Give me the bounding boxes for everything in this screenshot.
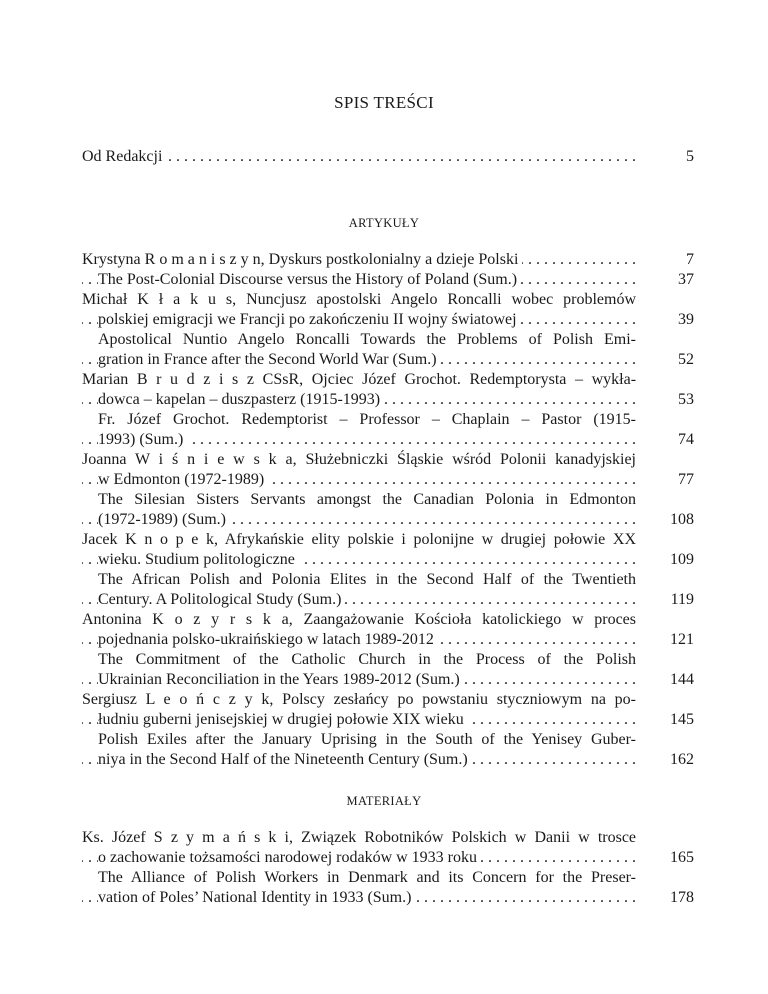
article-title: Polscy zesłańcy po powstaniu styczniowym na po-: [282, 691, 637, 708]
toc-entry-romaniszyn: [82, 250, 694, 290]
author-first: Antonina: [82, 611, 142, 628]
page-number: 109: [670, 551, 694, 568]
author-first: Marian: [82, 371, 129, 388]
summary-title-cont: (1972-1989) (Sum.): [98, 511, 230, 528]
intro-entry: [82, 147, 694, 167]
article-title: Afrykańskie elity polskie i polonijne w drugiej połowie XX: [224, 531, 637, 548]
summary-title: Polish Exiles after the January Uprising in the South of the Yenisey Guber-: [98, 731, 636, 748]
toc-line: [82, 330, 694, 350]
intro-title: Od Redakcji: [82, 148, 166, 165]
toc-line: [82, 310, 694, 330]
article-title: Dyskurs postkolonialny a dzieje Polski: [268, 251, 519, 268]
article-title: Zaangażowanie Kościoła katolickiego w proces: [303, 611, 637, 628]
toc-line: [82, 470, 694, 490]
toc-line: [82, 430, 694, 450]
articles-list: [82, 250, 694, 770]
page-number: 178: [670, 889, 694, 906]
materials-list: [82, 828, 694, 908]
summary-title: The Silesian Sisters Servants amongst the Canadian Polonia in Edmonton: [98, 491, 636, 508]
summary-title-cont: Century. A Politological Study (Sum.): [98, 591, 345, 608]
page-number: 165: [670, 849, 694, 866]
toc-line: [82, 490, 694, 510]
page-number: 37: [678, 271, 694, 288]
toc-line: [82, 730, 694, 750]
summary-title-cont: vation of Poles’ National Identity in 1933 (Sum.): [98, 889, 415, 906]
summary-title: The Post-Colonial Discourse versus the History of Poland (Sum.): [98, 271, 521, 288]
author-first: Krystyna: [82, 251, 141, 268]
toc-line: [82, 630, 694, 650]
toc-entry-klakus: [82, 290, 694, 370]
summary-title-cont: gration in France after the Second World War (Sum.): [98, 351, 441, 368]
toc-entry-knopek: [82, 530, 694, 610]
article-title: Służebniczki Śląskie wśród Polonii kanadyjskiej: [305, 451, 636, 468]
page-number: 5: [686, 148, 694, 165]
toc-line: [82, 670, 694, 690]
toc-entry-kozyrska: [82, 610, 694, 690]
toc-line: [82, 570, 694, 590]
page-number: 74: [678, 431, 694, 448]
author-first: Sergiusz: [82, 691, 137, 708]
author-surname: K n o p e k,: [125, 531, 219, 548]
author-surname: W i ś n i e w s k a,: [135, 451, 297, 468]
article-title-cont: polskiej emigracji we Francji po zakończeniu II wojny światowej: [98, 311, 521, 328]
summary-title: Apostolical Nuntio Angelo Roncalli Towards the Problems of Polish Emi-: [98, 331, 636, 348]
toc-line: [82, 147, 694, 167]
page-number: 77: [678, 471, 694, 488]
author-first: Michał: [82, 291, 128, 308]
article-title-cont: pojednania polsko-ukraińskiego w latach 1989-2012: [98, 631, 438, 648]
author-first: Joanna: [82, 451, 127, 468]
page-number: 162: [670, 751, 694, 768]
toc-line: [82, 530, 694, 550]
toc-line: [82, 270, 694, 290]
author-first: Ks. Józef: [82, 829, 146, 846]
toc-line: [82, 410, 694, 430]
toc-line: [82, 450, 694, 470]
author-surname: L e o ń c z y k,: [145, 691, 274, 708]
summary-title-cont: niya in the Second Half of the Nineteenth Century (Sum.): [98, 751, 472, 768]
article-title-cont: w Edmonton (1972-1989): [98, 471, 268, 488]
toc-line: [82, 710, 694, 730]
toc-line: [82, 350, 694, 370]
author-surname: K o z y r s k a,: [152, 611, 293, 628]
author-surname: S z y m a ń s k i,: [153, 829, 293, 846]
author-first: Jacek: [82, 531, 118, 548]
article-title-cont: wieku. Studium politologiczne: [98, 551, 299, 568]
toc-line: [82, 690, 694, 710]
author-surname: R o m a n i s z y n,: [144, 251, 265, 268]
page-number: 145: [670, 711, 694, 728]
author-surname: K ł a k u s,: [137, 291, 237, 308]
toc-entry-leonczyk: [82, 690, 694, 770]
toc-line: [82, 510, 694, 530]
toc-line: [82, 390, 694, 410]
summary-title: The Commitment of the Catholic Church in the Process of the Polish: [98, 651, 636, 668]
page-number: 144: [670, 671, 694, 688]
toc-line: [82, 750, 694, 770]
summary-title-cont: 1993) (Sum.): [98, 431, 187, 448]
toc-line: [82, 590, 694, 610]
article-title-cont: o zachowanie tożsamości narodowej rodaków w 1933 roku: [98, 849, 481, 866]
toc-entry-szymanski: [82, 828, 694, 908]
article-title: Związek Robotników Polskich w Danii w trosce: [301, 829, 637, 846]
page-number: 39: [678, 311, 694, 328]
page-number: 7: [686, 251, 694, 268]
article-title: Ojciec Józef Grochot. Redemptorysta – wykła-: [311, 371, 637, 388]
article-title-cont: łudniu guberni jenisejskiej w drugiej połowie XIX wieku: [98, 711, 468, 728]
article-title-cont: dowca – kapelan – duszpasterz (1915-1993): [98, 391, 384, 408]
toc-entry-brudzisz: [82, 370, 694, 450]
page-number: 119: [670, 591, 694, 608]
article-title: Nuncjusz apostolski Angelo Roncalli wobec problemów: [246, 291, 637, 308]
toc-line: [82, 828, 694, 848]
toc-line: [82, 848, 694, 868]
toc-line: [82, 610, 694, 630]
toc-line: [82, 650, 694, 670]
page-number: 121: [670, 631, 694, 648]
summary-title: The African Polish and Polonia Elites in the Second Half of the Twentieth: [98, 571, 636, 588]
toc-line: [82, 250, 694, 270]
page-title: SPIS TREŚCI: [334, 93, 434, 112]
toc-line: [82, 888, 694, 908]
toc-line: [82, 370, 694, 390]
section-heading-articles: ARTYKUŁY: [348, 216, 420, 230]
summary-title-cont: Ukrainian Reconciliation in the Years 1989-2012 (Sum.): [98, 671, 464, 688]
author-suffix: CSsR,: [262, 371, 304, 388]
toc-line: [82, 550, 694, 570]
author-surname: B r u d z i s z: [136, 371, 255, 388]
toc-line: [82, 290, 694, 310]
summary-title: Fr. Józef Grochot. Redemptorist – Professor – Chaplain – Pastor (1915-: [98, 411, 636, 428]
page-number: 108: [670, 511, 694, 528]
page-number: 53: [678, 391, 694, 408]
summary-title: The Alliance of Polish Workers in Denmark and its Concern for the Preser-: [98, 869, 636, 886]
section-heading-materials: MATERIAŁY: [346, 794, 422, 808]
toc-line: [82, 868, 694, 888]
toc-entry-wisniewska: [82, 450, 694, 530]
page-number: 52: [678, 351, 694, 368]
